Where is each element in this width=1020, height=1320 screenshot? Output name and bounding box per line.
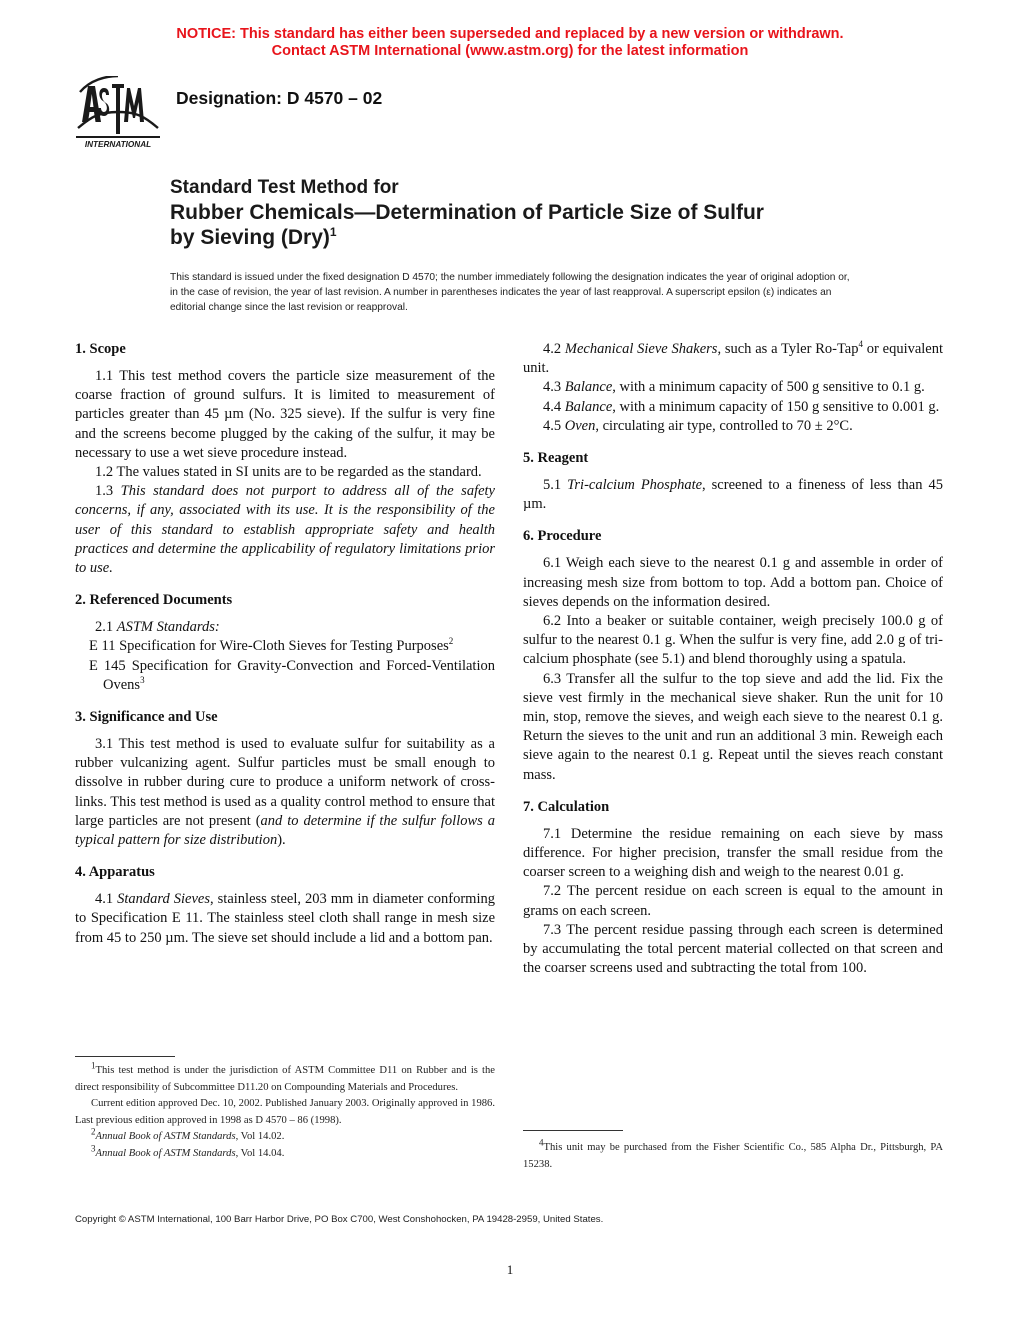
paragraph-number: 4.5: [543, 417, 565, 434]
paragraph-number: 4.4: [543, 398, 565, 415]
astm-logo-icon: [72, 76, 164, 150]
paragraph: 6.2 Into a beaker or suitable container, weigh precisely 100.0 g of sulfur to the nearest 0.1 g. When the sulfur is very fine, add 2.0 g of tri-calcium phosphate (see 5.1) and blend thoroughly using a spatula.: [523, 613, 943, 668]
footnote-divider: [75, 1056, 175, 1057]
left-column: [75, 340, 495, 961]
paragraph-text: , screened to a fineness of less than 45 µm.: [523, 477, 943, 513]
title-line-3: by Sieving (Dry): [170, 226, 330, 249]
term: Tri-calcium Phosphate: [567, 477, 703, 494]
section-heading: 2. Referenced Documents: [75, 592, 233, 609]
footnote-marker: 2: [91, 1126, 96, 1137]
term: Oven: [564, 417, 596, 434]
paragraph-text: , circulating air type, controlled to 70 ± 2°C.: [595, 417, 853, 434]
section-heading: 3. Significance and Use: [75, 709, 218, 726]
paragraph-number: 4.1: [95, 891, 118, 908]
paragraph-number: 2.1: [95, 619, 117, 636]
document-title: [170, 176, 764, 250]
paragraph: 1.1 This test method covers the particle size measurement of the coarse fraction of ground sulfurs. It is limited to measurement of particles greater than 45 µm (No. 325 sieve). If the sulfur is very fine and the screens become plugged by the caking of the sulfur, it may be necessary to use a wet sieve procedure instead.: [75, 368, 495, 461]
paragraph-text: ).: [277, 832, 286, 849]
logo-wordmark: INTERNATIONAL: [84, 140, 152, 149]
footnote-italic: Annual Book of ASTM Standards: [95, 1147, 236, 1159]
issuance-note: This standard is issued under the fixed designation D 4570; the number immediately following the designation indicates the year of original adoption or, in the case of revision, the year of last revision. A number in parentheses indicates the year of last reapproval. A superscript epsilon (ε) indicates an editorial change since the last revision or reapproval.: [170, 272, 850, 313]
page-number: 1: [506, 1262, 514, 1277]
section-scope: [75, 340, 495, 578]
paragraph: [75, 735, 495, 850]
footnote-divider: [523, 1130, 623, 1131]
paragraph-italic: This standard does not purport to address all of the safety concerns, if any, associated with its use. It is the responsibility of the user of this standard to establish appropriate safety and health practices and determine the applicability of regulatory limitations prior to use.: [75, 483, 495, 577]
footnote-1b: Current edition approved Dec. 10, 2002. Published January 2003. Originally approved in 1986. Last previous edition approved in 1998 as D 4570 – 86 (1998).: [75, 1098, 495, 1126]
reference-e11: [75, 637, 495, 656]
notice-line-1: NOTICE: This standard has either been superseded and replaced by a new version or withdrawn.: [176, 26, 844, 42]
paragraph: [523, 398, 943, 417]
section-heading: 5. Reagent: [523, 450, 589, 467]
paragraph-text: 3.1 This test method is used to evaluate sulfur for suitability as a rubber vulcanizing agent. Sulfur particles must be small enough to dissolve in rubber during cure to produce a uniform network of cross-links. This test method is used as a quality control method to ensure that large particles are not present (: [75, 736, 495, 829]
section-apparatus-cont: [523, 340, 943, 436]
notice-line-2: Contact ASTM International (www.astm.org) for the latest information: [271, 43, 749, 59]
footnote-text: This test method is under the jurisdiction of ASTM Committee D11 on Rubber and is the direct responsibility of Subcommittee D11.20 on Compounding Materials and Procedures.: [75, 1065, 495, 1093]
footnote-text: This unit may be purchased from the Fisher Scientific Co., 585 Alpha Dr., Pittsburgh, PA 15238.: [523, 1142, 943, 1170]
section-heading: 4. Apparatus: [75, 864, 155, 881]
term: Standard Sieves: [117, 891, 211, 908]
title-line-2: Rubber Chemicals—Determination of Particle Size of Sulfur: [170, 201, 764, 224]
section-procedure: [523, 527, 943, 784]
paragraph: [523, 476, 943, 514]
footnote-text: , Vol 14.02.: [235, 1131, 285, 1142]
footnote-marker: 3: [91, 1142, 96, 1153]
paragraph-italic: ASTM Standards:: [116, 619, 220, 636]
footnote-italic: Annual Book of ASTM Standards: [95, 1131, 236, 1142]
paragraph-number: 4.3: [543, 379, 565, 396]
paragraph-number: 5.1: [543, 477, 568, 494]
paragraph: [75, 482, 495, 578]
paragraph-text: , with a minimum capacity of 500 g sensitive to 0.1 g.: [612, 379, 925, 396]
paragraph: 6.1 Weigh each sieve to the nearest 0.1 g and assemble in order of increasing mesh size from bottom to top. Add a bottom pan. Choice of sieves depends on the information desired.: [523, 555, 943, 610]
paragraph: 6.3 Transfer all the sulfur to the top sieve and add the lid. Fix the sieve vest firmly in the mechanical sieve shaker. Run the unit for 10 min, stop, remove the sieves, and weigh each sieve to the nearest 0.1 g. Return the sieves to the unit and run an additional 3 min. Reweigh each sieve again to the nearest 0.1 g. Repeat until the sieves reach constant mass.: [523, 670, 943, 783]
left-footnotes: [75, 1060, 495, 1162]
paragraph-text: , with a minimum capacity of 150 g sensitive to 0.001 g.: [612, 398, 940, 415]
footnote-ref: 2: [448, 636, 454, 647]
right-footnotes: [523, 1137, 943, 1173]
right-column: [523, 340, 943, 991]
footnote-1: [75, 1060, 495, 1096]
section-calculation: [523, 798, 943, 979]
footnote-4: [523, 1137, 943, 1173]
reference-text: E 145 Specification for Gravity-Convection and Forced-Ventilation Ovens: [89, 657, 495, 693]
footnote-ref: 4: [858, 339, 863, 350]
section-significance: [75, 708, 495, 850]
copyright-line: Copyright © ASTM International, 100 Barr Harbor Drive, PO Box C700, West Conshohocken, PA 19428-2959, United States.: [75, 1214, 604, 1225]
paragraph: [523, 378, 943, 397]
section-heading: 7. Calculation: [523, 798, 610, 815]
designation: Designation: D 4570 – 02: [176, 88, 383, 108]
section-heading: 1. Scope: [75, 341, 126, 357]
paragraph: [75, 618, 495, 637]
paragraph: 7.2 The percent residue on each screen is equal to the amount in grams on each screen.: [523, 883, 943, 919]
paragraph: [523, 417, 943, 436]
section-referenced-documents: [75, 591, 495, 695]
section-reagent: [523, 449, 943, 514]
paragraph-text: or equivalent unit.: [523, 341, 944, 377]
footnote-text: , Vol 14.04.: [235, 1147, 285, 1159]
reference-e145: [75, 657, 495, 695]
astm-logo: [72, 76, 164, 150]
paragraph: 7.1 Determine the residue remaining on each sieve by mass difference. For higher precision, transfer the small residue from the coarser screen to a weighing dish and weigh to the nearest 0.01 g.: [523, 825, 943, 881]
section-apparatus: [75, 863, 495, 948]
footnote-ref: 3: [140, 675, 145, 686]
title-footnote-ref: 1: [329, 225, 337, 239]
footnote-3: [75, 1142, 495, 1163]
paragraph: [75, 890, 495, 948]
term: Mechanical Sieve Shakers: [564, 341, 718, 357]
paragraph-text: , such as a Tyler Ro-Tap: [717, 341, 859, 357]
footnote-marker: 4: [539, 1137, 544, 1148]
paragraph-text: , stainless steel, 203 mm in diameter conforming to Specification E 11. The stainless steel cloth shall range in mesh size from 45 to 250 µm. The sieve set should include a lid and a bottom pan.: [75, 891, 495, 946]
paragraph: [523, 340, 943, 378]
term: Balance: [564, 398, 613, 415]
term: Balance: [564, 379, 613, 396]
paragraph-number: 4.2: [543, 341, 565, 357]
reference-text: E 11 Specification for Wire-Cloth Sieves for Testing Purposes: [89, 638, 449, 655]
paragraph: 7.3 The percent residue passing through each screen is determined by accumulating the total percent material collected on that screen and the coarser screens used and subtracting the total from 100.: [523, 921, 943, 977]
paragraph-italic: and to determine if the sulfur follows a typical pattern for size distribution: [75, 812, 495, 849]
footnote-2: [75, 1126, 495, 1146]
title-line-1: Standard Test Method for: [170, 177, 399, 198]
footnote-marker: 1: [91, 1060, 96, 1071]
paragraph: 1.2 The values stated in SI units are to be regarded as the standard.: [95, 464, 482, 481]
withdrawal-notice: [0, 26, 1020, 60]
section-heading: 6. Procedure: [523, 528, 602, 545]
paragraph-number: 1.3: [95, 483, 121, 500]
